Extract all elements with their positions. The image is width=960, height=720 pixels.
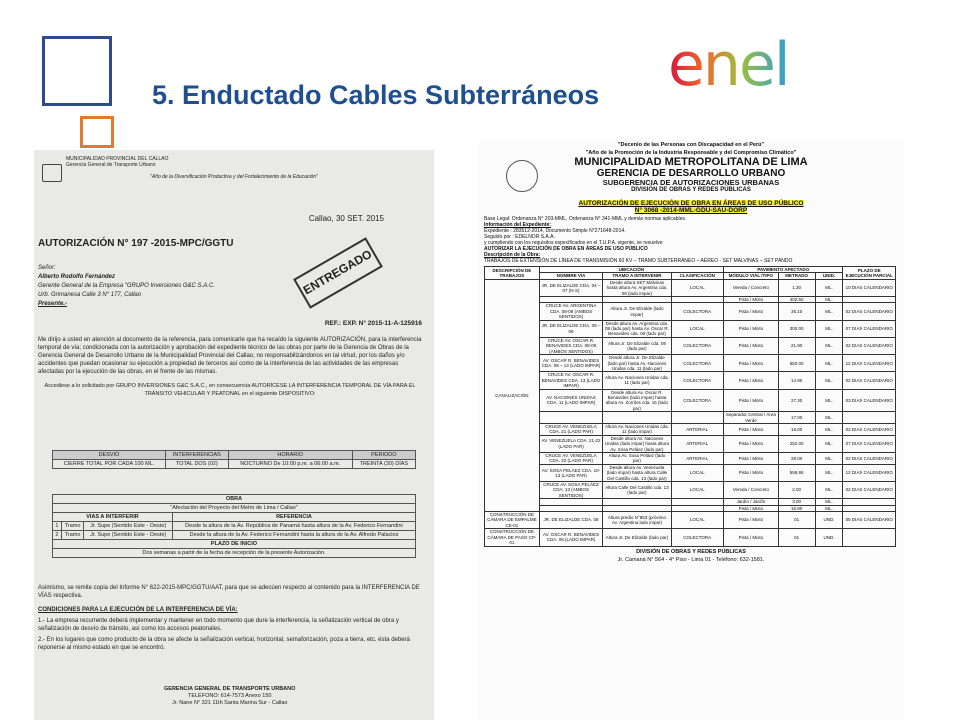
decorative-square-blue [42,36,112,106]
cell-metrado: 3.00 [778,499,815,505]
cell-metrado: 21.90 [778,337,815,354]
cell-metrado: 402.60 [778,297,815,303]
table-row [485,512,896,529]
cell-tramo: Altura Jr. De Elizalde cda. 09 (lado par) [603,337,671,354]
cell-unid: ML. [815,482,843,499]
cell-plazo: 05 DIAS CALENDARIO [843,512,896,529]
left-doc-header-line2: Gerencia General de Transporte Urbano [66,162,156,168]
cell-tramo: Altura Jr. De Elizalde (lado par) [603,529,671,546]
cell-metrado: 35.10 [778,303,815,320]
cell-unid: UND. [815,529,843,546]
cell-plazo [843,529,896,546]
right-doc-motto2: "Año de la Promoción de la Industria Responsable y del Compromiso Climático" [585,150,797,156]
cell-clasif: LOCAL [671,512,723,529]
cell-modulo: Pista / Mixto [723,297,778,303]
left-doc-authorization-number: AUTORIZACIÓN N° 197 -2015-MPC/GGTU [38,238,234,249]
cell-clasif: COLECTORA [671,303,723,320]
cell-unid: UND. [815,512,843,529]
cell-tramo: Altura Jr. De Elizalde (lado impar) [603,303,671,320]
cell-clasif: LOCAL [671,464,723,481]
cell-nombre: AV. OSCAR R. BENAVIDES CDA. 08 (LADO IMPAR) [539,529,603,546]
detour-table: DESVIO INTERFERENCIAS HORARIO PERIODO CIERRE TOTAL POR CADA 100 ML. TOTAL DOS (02) NOCTURNO De 10:00 p.m. a 06:00 a.m. TREINTA (30) DÍAS [52,450,416,469]
cell-unid: ML. [815,464,843,481]
cell-clasif: ARTERIAL [671,423,723,435]
cell-unid: ML. [815,320,843,337]
enel-logo-text: enel [668,30,789,100]
cell-tramo: Desde altura SET Malvinas hasta altura Av. Argentina cda. 08 (lado impar) [603,279,671,296]
table-row [485,423,896,435]
cell-modulo: Pista / Mixto [723,453,778,465]
cell-modulo: Pista / Mixto [723,529,778,546]
cell-nombre: CRUCE AV. OSCAR R. BENAVIDES CDA. 13 (LADO IMPAR) [539,372,603,389]
cell-nombre: JR. DE ELIZALDE CDA. 04 – 07 (N-S) [539,279,603,296]
cell-unid: ML. [815,355,843,372]
table-row [485,389,896,412]
cell-metrado: 14.90 [778,372,815,389]
cell-clasif: COLECTORA [671,337,723,354]
cell-tramo: Desde altura Av. Venezuela (lado impar) hasta altura Calle Del Castillo cda. 13 (lado par) [603,464,671,481]
cell-plazo: 12 DIAS CALENDARIO [843,464,896,481]
callao-authorization-document [34,150,434,720]
slide-title: 5. Enductado Cables Subterráneos [152,80,600,110]
cell-unid: ML. [815,505,843,511]
right-doc-subgerencia: SUBGERENCIA DE AUTORIZACIONES URBANAS [602,178,780,187]
cell-clasif: COLECTORA [671,389,723,412]
table-row [485,279,896,296]
cell-unid: ML. [815,499,843,505]
left-doc-motto: "Año de la Diversificación Productiva y del Fortalecimiento de la Educación" [150,174,318,180]
cell-modulo: Vereda / Concreto [723,279,778,296]
cell-plazo: 02 DIAS CALENDARIO [843,372,896,389]
table-row [485,464,896,481]
table-row [485,372,896,389]
cell-metrado: 18.00 [778,423,815,435]
cell-nombre: CRUCE AV. ARGENTINA CDA. 08-09 (AMBOS SENTIDOS) [539,303,603,320]
callao-shield-icon [42,164,62,182]
cell-unid: ML. [815,423,843,435]
cell-desc: CONSTRUCCIÓN DE CÁMARA DE PASO CP-01 [485,529,540,546]
cell-metrado: 01 [778,512,815,529]
cell-modulo: Pista / Mixto [723,303,778,320]
left-doc-footer: GERENCIA GENERAL DE TRANSPORTE URBANO TELÉFONO: 614-7573 Anexo 150 Jr. Nane N° 321 11th Santa Marina Sur - Callao [164,686,296,706]
cell-unid: ML. [815,303,843,320]
table-row [485,355,896,372]
cell-metrado: 1.30 [778,279,815,296]
cell-metrado: 559.95 [778,464,815,481]
cell-clasif: COLECTORA [671,355,723,372]
cell-clasif: LOCAL [671,482,723,499]
cell-modulo: Pista / Mixto [723,464,778,481]
cell-metrado: 2.00 [778,482,815,499]
cell-unid: ML. [815,435,843,452]
decorative-square-orange [80,116,114,148]
cell-nombre: JR. DE ELIZALDE CDA. 08 – 09 [539,320,603,337]
cell-modulo: Pista / Mixto [723,372,778,389]
cell-metrado: 300.00 [778,320,815,337]
right-doc-municipality: MUNICIPALIDAD METROPOLITANA DE LIMA [574,156,808,168]
cell-tramo: Desde altura Av. Argentina cda. 08 (lado par) hasta Av. Oscar R. Benavides cda. 08 (lado par) [603,320,671,337]
cell-plazo: 02 DIAS CALENDARIO [843,303,896,320]
cell-plazo: 03 DIAS CALENDARIO [843,389,896,412]
cell-nombre: AV. VENEZUELA CDA. 21-22 (LADO PAR) [539,435,603,452]
cell-modulo: Separador Central / Área Verde [723,412,778,424]
cell-tramo: Altura Av. Naciones Unidas cda. 11 (lado impar) [603,423,671,435]
cell-metrado: 27.30 [778,389,815,412]
cell-clasif: ARTERIAL [671,435,723,452]
cell-plazo: 02 DIAS CALENDARIO [843,453,896,465]
cell-tramo: Altura Av. Naciones Unidas cda. 11 (lado par) [603,372,671,389]
cell-modulo: Pista / Mixto [723,435,778,452]
cell-metrado: 252.00 [778,435,815,452]
cell-tramo: Desde altura Jr. De Elizalde (lado par) hasta Av. Naciones Unidas cda. 11 (lado par) [603,355,671,372]
cell-modulo: Jardín / Jardín [723,499,778,505]
cell-metrado: 01 [778,529,815,546]
cell-nombre: AV. SOSA PELÁEZ CDA. 10-13 (LADO PAR) [539,464,603,481]
left-doc-conditions: Asimismo, se remite copia del Informe N° 622-2015-MPC/GGTU/AAT, para que se adecúen respecto al contenido para la INTERFERENCIA DE VÍAS respectiva. CONDICIONES PARA LA EJECUCIÓN DE LA INTERFERENCIA DE VÍA: 1.- La empresa recurrente deberá implementar y mantener en todo momento que dure la interferencia, la señalización vertical de obra y señalización de desvío de tránsito, así como los accesos peatonales. 2.- En los lugares que como producto de la obra se afecte la señalización vertical, horizontal, semaforización, poza a tierra, etc. ésta deberá reponerse al mismo estado en que se encontró. [38,585,420,651]
cell-plazo: 10 DIAS CALENDARIO [843,279,896,296]
cell-modulo: Pista / Mixto [723,423,778,435]
right-doc-auth-title: AUTORIZACIÓN DE EJECUCIÓN DE OBRA EN ÁREAS DE USO PÚBLICO [578,200,804,207]
cell-nombre: AV. NACIONES UNIDAS CDA. 11 (LADO IMPAR) [539,389,603,412]
cell-clasif: COLECTORA [671,372,723,389]
obra-vias-table: OBRA "Afectación del Proyecto del Metro de Lima / Callao" VIAS A INTERFERIR REFERENCIA 1 Tramo Jr. Supe (Sentido Este - Oeste) Desde la altura de la Av. República de Panamá hasta altura de la Av. Federico Fernandini 2 Tramo Jr. Supe (Sentido Este - Oeste) Desde la altura de la Av. Federico Fernandini hasta la altura de la Av. Alfredo Palacios PLAZO DE INICIO Dos semanas a partir de la fecha de recepción de la presente Autorización. [52,494,416,558]
cell-unid: ML. [815,337,843,354]
cell-clasif: LOCAL [671,320,723,337]
table-row [485,337,896,354]
table-row [485,412,896,424]
left-doc-date: Callao, 30 SET. 2015 [308,214,384,223]
right-doc-gerencia: GERENCIA DE DESARROLLO URBANO [596,168,786,179]
cell-modulo: Pista / Mixto [723,320,778,337]
cell-nombre [539,412,603,424]
left-doc-addressee: Señor: Alberto Rodolfo Fernández Gerente General de la Empresa "GRUPO Inversiones G&C S.A.C. Urb. Grimanesa Calle 3 N° 177, Callao Presente.- [38,265,215,307]
cell-plazo: 02 DIAS CALENDARIO [843,337,896,354]
cell-metrado: 17.00 [778,412,815,424]
cell-clasif: LOCAL [671,279,723,296]
table-row [485,435,896,452]
right-doc-motto1: "Decenio de las Personas con Discapacidad en el Perú" [617,142,765,148]
cell-clasif: COLECTORA [671,529,723,546]
lima-authorization-document [478,140,904,720]
cell-plazo: 12 DIAS CALENDARIO [843,355,896,372]
cell-plazo [843,412,896,424]
cell-unid: ML. [815,297,843,303]
left-doc-reference: REF.: EXP. N° 2015-11-A-125916 [324,320,422,327]
cell-tramo: Desde altura Av. Naciones Unidas (lado impar) hasta altura Av. Sosa Peláez (lado par) [603,435,671,452]
enel-logo [668,30,828,100]
works-table: DESCRIPCIÓN DE TRABAJOS UBICACIÓN PAVIMENTO AFECTADO PLAZO DE EJECUCIÓN PARCIAL NOMBRE VÍA TRAMO A INTERVENIR CLASIFICACIÓN MÓDULO VIAL /TIPO METRADO UNID. CANALIZACIÓN JR. DE ELIZALDE CDA. 04 – 07 (N-S) Desde altura SET Malvinas hasta altura Av. Argentina cda. 08 (lado impar) LOCAL Vereda / Concreto 1.30 ML. 10 DIAS CALENDARIO Pista / Mixto 402.60 ML. CRUCE AV. ARGENTINA CDA. 08-09 (AMBOS SENTIDOS) Altura Jr. De Elizalde (lado impar) COLECTORA Pista / Mixto 35.10 ML. 02 DIAS CALENDARIO JR. DE ELIZALDE CDA. 08 – 09 Desde altura Av. Argentina cda. 08 (lado par) hasta Av. Oscar R. Benavides cda. 08 (lado par) LOCAL Pista / Mixto 300.00 ML. 07 DIAS CALENDARIO CRUCE AV. OSCAR R. BENAVIDES CDA. 08-09 (AMBOS SENTIDOS) Altura Jr. De Elizalde cda. 09 (lado par) COLECTORA Pista / Mixto 21.90 ML. 02 DIAS CALENDARIO AV. OSCAR R. BENAVIDES CDA. 08 – 13 (LADO IMPAR) Desde altura Jr. De Elizalde (lado par) hasta Av. Naciones Unidas cda. 11 (lado par) COLECTORA Pista / Mixto 650.00 ML. 12 DIAS CALENDARIO CRUCE AV. OSCAR R. BENAVIDES CDA. 13 (LADO IMPAR) Altura Av. Naciones Unidas cda. 11 (lado par) COLECTORA Pista / Mixto 14.90 ML. 02 DIAS CALENDARIO AV. NACIONES UNIDAS CDA. 11 (LADO IMPAR) Desde altura Av. Oscar R. Benavides (lado impar) hasta altura Av. Zorritos cda. 15 (lado par) COLECTORA Pista / Mixto 27.30 ML. 03 DIAS CALENDARIO Separador Central / Área Verde 17.00 ML. CRUCE AV. VENEZUELA CDA. 21 (LADO PAR) Altura Av. Naciones Unidas cda. 11 (lado impar) ARTERIAL Pista / Mixto 18.00 ML. 02 DIAS CALENDARIO AV. VENEZUELA CDA. 21-22 (LADO PAR) Desde altura Av. Naciones Unidas (lado impar) hasta altura Av. Sosa Peláez (lado par) ARTERIAL Pista / Mixto 252.00 ML. 07 DIAS CALENDARIO CRUCE AV. VENEZUELA CDA. 22 (LADO PAR) Altura Av. Sosa Peláez (lado par) ARTERIAL Pista / Mixto 28.00 ML. 02 DIAS CALENDARIO AV. SOSA PELÁEZ CDA. 10-13 (LADO PAR) Desde altura Av. Venezuela (lado impar) hasta altura Calle Del Castillo cda. 13 (lado par) LOCAL Pista / Mixto 559.95 ML. 12 DIAS CALENDARIO CRUCE AV. SOSA PELÁEZ CDA. 13 (AMBOS SENTIDOS) Altura Calle Del Castillo cda. 13 (lado par) LOCAL Vereda / Concreto 2.00 ML. 02 DIAS CALENDARIO Jardín / Jardín 3.00 ML. Pista / Mixto 16.90 ML. CONSTRUCCIÓN DE CÁMARA DE EMPALME CE-01 JR. DE ELIZALDE CDA. 08 Altura predio N°853 (próximo Av. Argentina lado impar) LOCAL Pista / Mixto 01 UND. 05 DIAS CALENDARIO CONSTRUCCIÓN DE CÁMARA DE PASO CP-01 AV. OSCAR R. BENAVIDES CDA. 08 (LADO IMPAR) Altura Jr. De Elizalde (lado par) COLECTORA Pista / Mixto 01 UND. [484,266,896,547]
table-row [485,320,896,337]
cell-nombre: CRUCE AV. OSCAR R. BENAVIDES CDA. 08-09 (AMBOS SENTIDOS) [539,337,603,354]
cell-tramo [603,412,671,424]
right-doc-meta: Base Legal: Ordenanza N° 203-MML, Ordenanza N° 341-MML y demás normas aplicables. Información del Expediente: Expediente : 283512-2014, Documento Simple N°271648-2014. Seguido por : EDELNOR S.A.A. y cumpliendo con los requisitos especificados en el T.U.P.A. vigente, se resuelve: AUTORIZAR LA EJECUCIÓN DE OBRA EN ÁREAS DE USO PÚBLICO Descripción de la Obra: TRABAJOS DE EXTENSIÓN DE LÍNEA DE TRANSMISIÓN 60 KV – TRAMO SUBTERRÁNEO – AÉREO - SET MALVINAS – SET PANDO [484,216,793,264]
cell-unid: ML. [815,453,843,465]
cell-tramo: Altura predio N°853 (próximo Av. Argentina lado impar) [603,512,671,529]
cell-modulo: Pista / Mixto [723,512,778,529]
table-row [485,453,896,465]
cell-metrado: 28.00 [778,453,815,465]
cell-modulo: Pista / Mixto [723,389,778,412]
cell-unid: ML. [815,279,843,296]
cell-tramo: Altura Av. Sosa Peláez (lado par) [603,453,671,465]
lima-seal-icon [506,160,538,192]
cell-clasif [671,412,723,424]
cell-modulo: Pista / Mixto [723,355,778,372]
right-doc-auth-number: N° 3068 -2014-MML-GDU-SAU-DORP [634,207,748,214]
table-row [485,303,896,320]
cell-plazo: 07 DIAS CALENDARIO [843,435,896,452]
cell-nombre: CRUCE AV. SOSA PELÁEZ CDA. 13 (AMBOS SENTIDOS) [539,482,603,499]
cell-plazo: 02 DIAS CALENDARIO [843,423,896,435]
cell-nombre: JR. DE ELIZALDE CDA. 08 [539,512,603,529]
cell-unid: ML. [815,389,843,412]
right-doc-division: DIVISIÓN DE OBRAS Y REDES PÚBLICAS [631,187,751,193]
cell-nombre: CRUCE AV. VENEZUELA CDA. 22 (LADO PAR) [539,453,603,465]
cell-desc: CONSTRUCCIÓN DE CÁMARA DE EMPALME CE-01 [485,512,540,529]
right-doc-footer2: Jr. Camaná N° 564 - 4° Piso - Lima 01 - Teléfono: 632-1581. [617,556,765,563]
entregado-stamp: ENTREGADO [293,237,383,308]
cell-unid: ML. [815,372,843,389]
cell-metrado: 650.00 [778,355,815,372]
cell-metrado: 16.90 [778,505,815,511]
cell-modulo: Pista / Mixto [723,505,778,511]
category-cell: CANALIZACIÓN [485,279,540,511]
cell-tramo: Altura Calle Del Castillo cda. 13 (lado par) [603,482,671,499]
cell-tramo: Desde altura Av. Oscar R. Benavides (lado impar) hasta altura Av. Zorritos cda. 15 (lado par) [603,389,671,412]
cell-modulo: Vereda / Concreto [723,482,778,499]
cell-modulo: Pista / Mixto [723,337,778,354]
cell-clasif: ARTERIAL [671,453,723,465]
left-doc-body: Me dirijo a usted en atención al documento de la referencia, para comunicarle que ha recaído la siguiente AUTORIZACIÓN, para la interferencia temporal de vía; condicionada con la autorización y aprobación del expediente técnico de las obras por parte de la Gerencia de Obras de la Gerencia General de Desarrollo Urbano de la Municipalidad Provincial del Callao, no responsabilizándonos en tal virtud, por los daños y/o accidentes que puedan ocasionar su ejecución a propiedad de terceros así como de la interferencia de las actividades de las empresas afectadas por la ejecución de las obras, en el frente de las mismas. Accediese a lo solicitado por GRUPO INVERSIONES G&C S.A.C., en consecuencia AUTORÍCESE LA INTERFERENCIA TEMPORAL DE VÍA PARA EL TRÁNSITO VEHICULAR Y PEATONAL en el siguiente DISPOSITIVO: [38,337,422,397]
table-row [485,482,896,499]
left-doc-header-line1: MUNICIPALIDAD PROVINCIAL DEL CALLAO [66,156,169,162]
cell-unid: ML. [815,412,843,424]
cell-nombre: CRUCE AV. VENEZUELA CDA. 21 (LADO PAR) [539,423,603,435]
table-row [485,529,896,546]
cell-plazo: 07 DIAS CALENDARIO [843,320,896,337]
right-doc-footer1: DIVISIÓN DE OBRAS Y REDES PÚBLICAS [636,548,746,555]
cell-nombre: AV. OSCAR R. BENAVIDES CDA. 08 – 13 (LADO IMPAR) [539,355,603,372]
cell-plazo: 02 DIAS CALENDARIO [843,482,896,499]
